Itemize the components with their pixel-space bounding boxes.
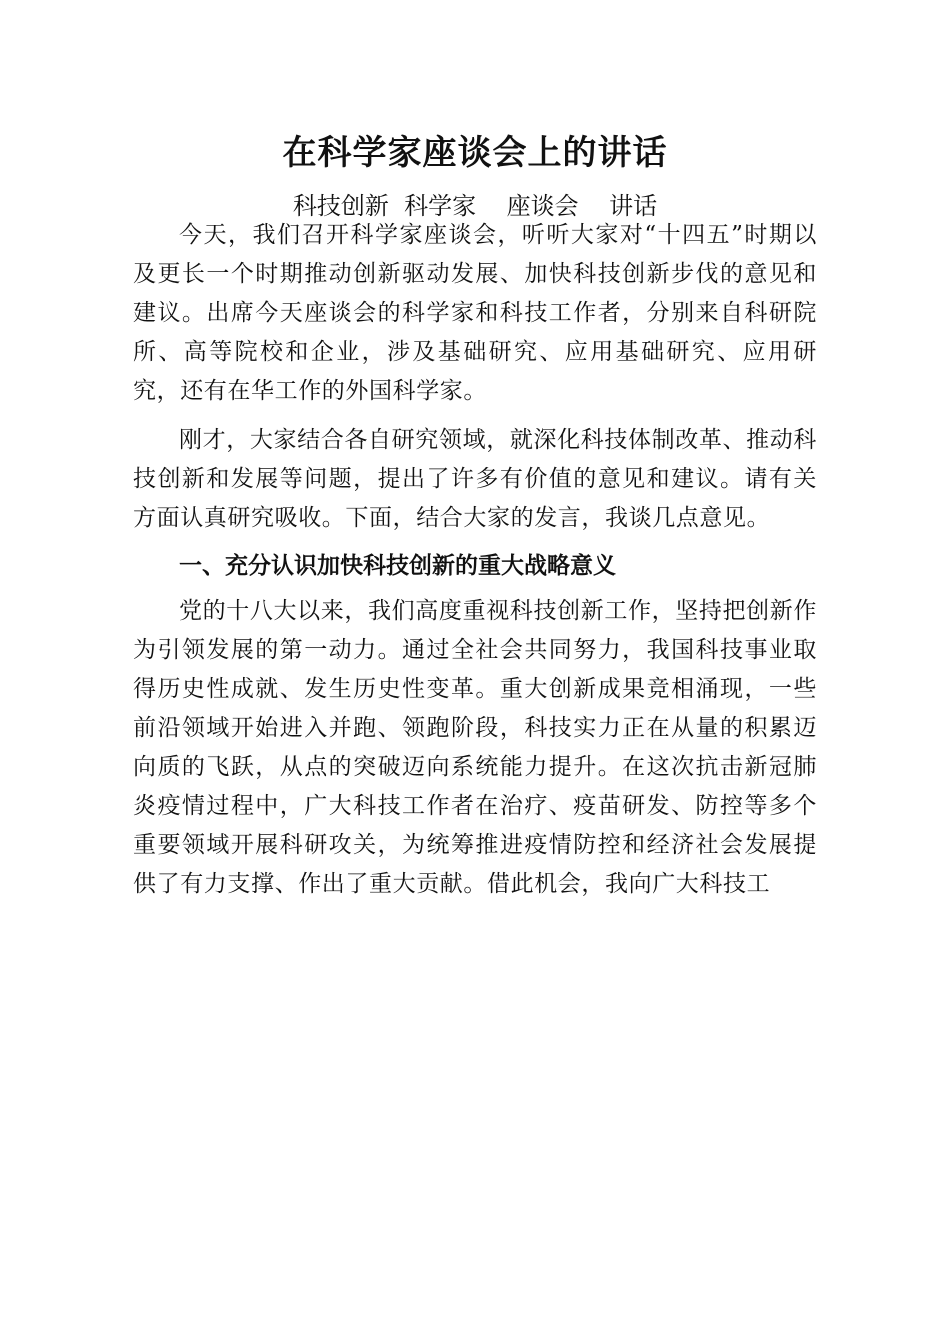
paragraph-opening: 今天，我们召开科学家座谈会，听听大家对“十四五”时期以及更长一个时期推动创新驱动发展、加快科技创新步伐的意见和建议。出席今天座谈会的科学家和科技工作者，分别来自科研院所、高等院校和企业，涉及基础研究、应用基础研究、应用研究，还有在华工作的外国科学家。 <box>133 222 817 404</box>
document-title: 在科学家座谈会上的讲话 <box>282 133 668 173</box>
section-heading: 一、充分认识加快科技创新的重大战略意义 <box>179 553 616 579</box>
paragraph-second: 刚才，大家结合各自研究领域，就深化科技体制改革、推动科技创新和发展等问题，提出了许多有价值的意见和建议。请有关方面认真研究吸收。下面，结合大家的发言，我谈几点意见。 <box>133 427 817 531</box>
document-body <box>133 216 817 904</box>
paragraph-section-one: 党的十八大以来，我们高度重视科技创新工作，坚持把创新作为引领发展的第一动力。通过全社会共同努力，我国科技事业取得历史性成就、发生历史性变革。重大创新成果竞相涌现，一些前沿领域开始进入并跑、领跑阶段，科技实力正在从量的积累迈向质的飞跃，从点的突破迈向系统能力提升。在这次抗击新冠肺炎疫情过程中，广大科技工作者在治疗、疫苗研发、防控等多个重要领域开展科研攻关，为统筹推进疫情防控和经济社会发展提供了有力支撑、作出了重大贡献。借此机会，我向广大科技工 <box>133 598 817 897</box>
document-keywords: 科技创新 科学家 座谈会 讲话 <box>292 192 658 220</box>
